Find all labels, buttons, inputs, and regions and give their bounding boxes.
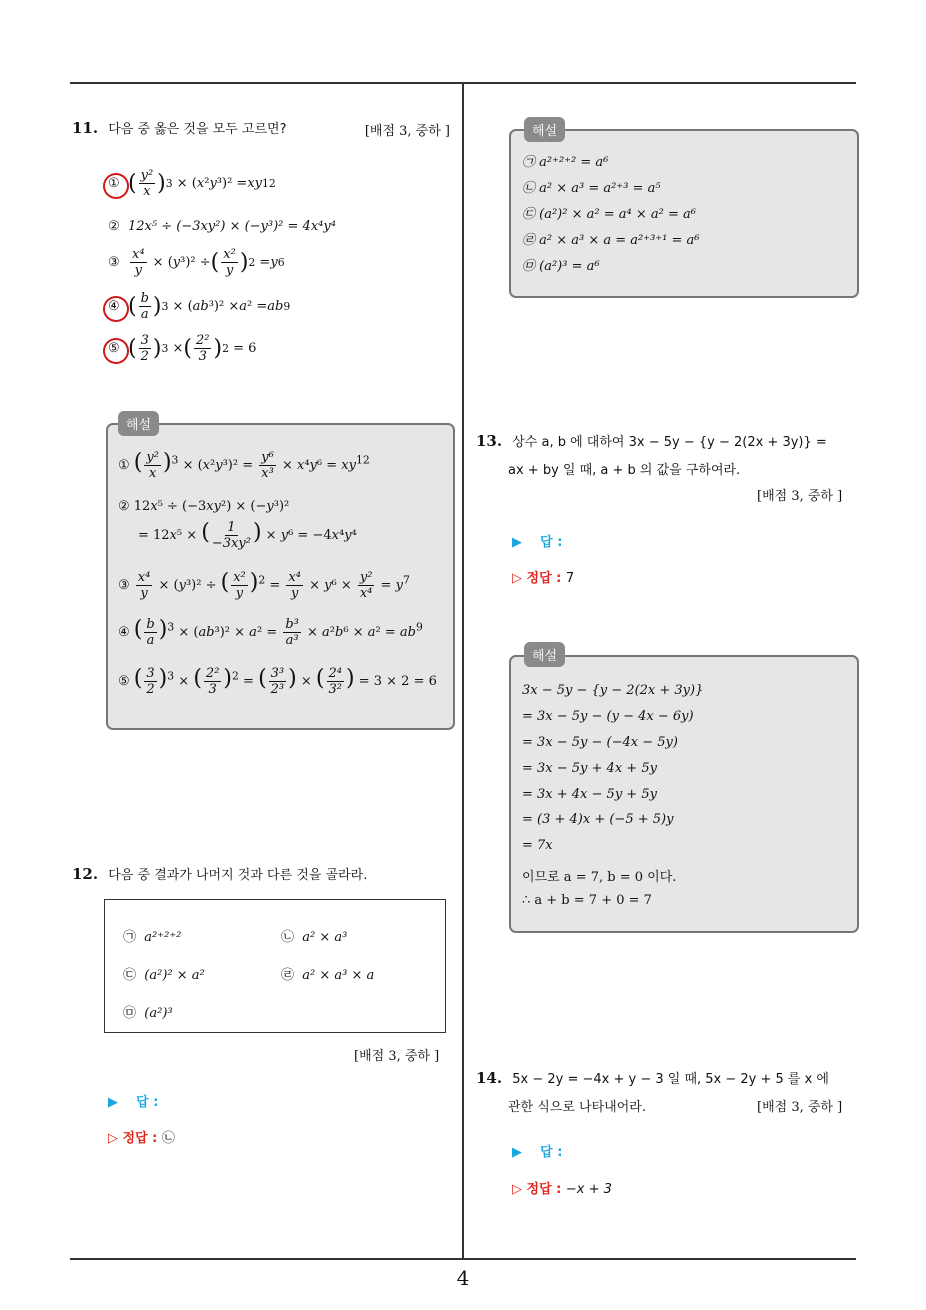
correct-label: 정답 : — [122, 1131, 158, 1146]
play-icon: ▶ — [512, 535, 522, 550]
q12-explain-line: ㉠ a²⁺²⁺² = a⁶ — [522, 155, 609, 170]
q12-header — [72, 864, 367, 883]
q12-choice[interactable]: ㉠ a²⁺²⁺² — [123, 930, 182, 945]
q11-meta: [배점 3, 중하 ] — [364, 124, 450, 139]
q11-explain-line-3: ③ $\frac{\text{x⁴}}{y}$ × (y³)² ÷ ( $\frac{\text{x²}}{y}$ )$^2$ = $\frac{\text{x⁴}}{y}$ × y⁶ × $\frac{\text{y²}}{\text{x⁴}}$ = $y^7$ — [118, 570, 410, 601]
q12-explain-line: ㉤ (a²)³ = a⁶ — [522, 259, 600, 274]
q12-answer-row — [108, 1091, 158, 1110]
q13-meta: [배점 3, 중하 ] — [757, 489, 843, 504]
q13-explain-line: = 3x − 5y − (y − 4x − 6y) — [522, 709, 694, 724]
q11-explain-line-2a: ② 12x⁵ ÷ (−3xy²) × (−y³)² — [118, 499, 290, 514]
q11-explain-line-2b: = 12x⁵ × ( $\frac{1}{\text{−3xy²}}$ ) × y⁶ = −4x⁴y⁴ — [138, 520, 357, 551]
q11-explain-line-5: ⑤ ( $\frac{3}{2}$ )$^3$ × ( $\frac{\text{2²}}{3}$ )$^2$ = ( $\frac{\text{3³}}{\text{2³}}$ ) × ( $\frac{\text{2⁴}}{\text{3²}}$ ) = 3 × 2 = 6 — [118, 666, 437, 697]
q13-explain-line: = 3x + 4x − 5y + 5y — [522, 787, 657, 802]
triangle-outline-icon: ▷ — [108, 1131, 118, 1146]
page-number: 4 — [456, 1266, 470, 1290]
q12-explain-line: ㉡ a² × a³ = a²⁺³ = a⁵ — [522, 181, 661, 196]
correct-value: 7 — [565, 571, 575, 586]
q13-explain-line: = 7x — [522, 838, 553, 853]
q13-explanation-tag: 해설 — [524, 642, 565, 667]
q13-correct-row — [512, 567, 574, 586]
q12-meta: [배점 3, 중하 ] — [354, 1049, 440, 1064]
q12-choice[interactable]: ㉢ (a²)² × a² — [123, 968, 205, 983]
bottom-rule — [70, 1258, 856, 1260]
q11-text: 다음 중 옳은 것을 모두 고르면? — [108, 122, 287, 137]
q12-choice[interactable]: ㉣ a² × a³ × a — [281, 968, 375, 983]
play-icon: ▶ — [512, 1145, 522, 1160]
q13-header — [476, 431, 827, 450]
q12-explanation-tag: 해설 — [524, 117, 565, 142]
q13-explain-line: 3x − 5y − {y − 2(2x + 3y)} — [522, 683, 704, 698]
q11-option-5[interactable]: ⑤ ( $\frac{3}{2}$ ) 3 × ( $\frac{\text{2²}}{3}$ ) 2 = 6 — [108, 333, 257, 364]
correct-label: 정답 : — [526, 1182, 562, 1197]
q12-number: 12. — [72, 865, 99, 883]
q13-text-2: ax + by 일 때, a + b 의 값을 구하여라. — [508, 463, 741, 478]
q14-answer-row — [512, 1141, 562, 1160]
q13-explain-line: ∴ a + b = 7 + 0 = 7 — [522, 893, 652, 908]
q12-correct-row — [108, 1127, 175, 1146]
correct-value: ㉡ — [161, 1131, 175, 1146]
q11-explain-line-1: ① ( $\frac{\text{y²}}{x}$ )$^3$ × (x²y³)² = $\frac{\text{y⁶}}{\text{x³}}$ × $x^4y^6 = xy^{12}$ — [118, 450, 370, 481]
triangle-outline-icon: ▷ — [512, 571, 522, 586]
q13-explain-line: 이므로 a = 7, b = 0 이다. — [522, 870, 677, 885]
answer-label: 답 : — [540, 1145, 563, 1160]
q13-number: 13. — [476, 432, 503, 450]
answer-label: 답 : — [136, 1095, 159, 1110]
q11-explanation-tag: 해설 — [118, 411, 159, 436]
q11-number: 11. — [72, 119, 99, 137]
answer-label: 답 : — [540, 535, 563, 550]
q14-number: 14. — [476, 1069, 503, 1087]
q11-option-4[interactable]: ④ ( $\frac{b}{a}$ ) 3 × ( ab ³)² × a ² = ab 9 — [108, 291, 291, 322]
q12-choice[interactable]: ㉡ a² × a³ — [281, 930, 348, 945]
option-expression: 12x⁵ ÷ (−3xy²) × (−y³)² = 4x⁴y⁴ — [128, 219, 336, 234]
q11-explain-line-4: ④ ( $\frac{b}{a}$ )$^3$ × (ab³)² × a² = $\frac{\text{b³}}{\text{a³}}$ × $a^2b^6 \times a^2 = ab^9$ — [118, 617, 423, 648]
q11-option-3[interactable]: ③ $\frac{\text{x⁴}}{y}$ × ( y ³)² ÷ ( $\frac{\text{x²}}{y}$ ) 2 = y 6 — [108, 247, 285, 278]
option-number: ⑤ — [108, 341, 128, 356]
q14-meta: [배점 3, 중하 ] — [757, 1100, 843, 1115]
option-number: ② — [108, 219, 120, 234]
option-number: ① — [108, 176, 128, 191]
triangle-outline-icon: ▷ — [512, 1182, 522, 1197]
q11-option-1[interactable]: ① ( $\frac{\text{y²}}{x}$ ) 3 × ( x ² y ³)² = xy 12 — [108, 168, 276, 199]
q12-choice[interactable]: ㉤ (a²)³ — [123, 1006, 173, 1021]
correct-value: −x + 3 — [565, 1182, 612, 1197]
q14-text-2: 관한 식으로 나타내어라. — [508, 1100, 646, 1115]
correct-label: 정답 : — [526, 571, 562, 586]
q14-text-1: 5x − 2y = −4x + y − 3 일 때, 5x − 2y + 5 를 x 에 — [512, 1072, 829, 1087]
q13-answer-row — [512, 531, 562, 550]
q11-header — [72, 118, 450, 137]
q13-explain-line: = 3x − 5y + 4x + 5y — [522, 761, 657, 776]
q11-option-2[interactable] — [108, 219, 336, 234]
option-number: ③ — [108, 255, 120, 270]
q12-explain-line: ㉢ (a²)² × a² = a⁴ × a² = a⁶ — [522, 207, 696, 222]
q13-explain-line: = 3x − 5y − (−4x − 5y) — [522, 735, 678, 750]
q14-correct-row — [512, 1178, 612, 1197]
q13-explain-line: = (3 + 4)x + (−5 + 5)y — [522, 812, 674, 827]
q12-choices-box — [104, 899, 446, 1033]
column-divider — [462, 83, 464, 1258]
q14-header — [476, 1068, 829, 1087]
play-icon: ▶ — [108, 1095, 118, 1110]
q12-explain-line: ㉣ a² × a³ × a = a²⁺³⁺¹ = a⁶ — [522, 233, 700, 248]
q13-text-1: 상수 a, b 에 대하여 3x − 5y − {y − 2(2x + 3y)} = — [512, 435, 827, 450]
q12-text: 다음 중 결과가 나머지 것과 다른 것을 골라라. — [108, 868, 368, 883]
option-number: ④ — [108, 299, 128, 314]
